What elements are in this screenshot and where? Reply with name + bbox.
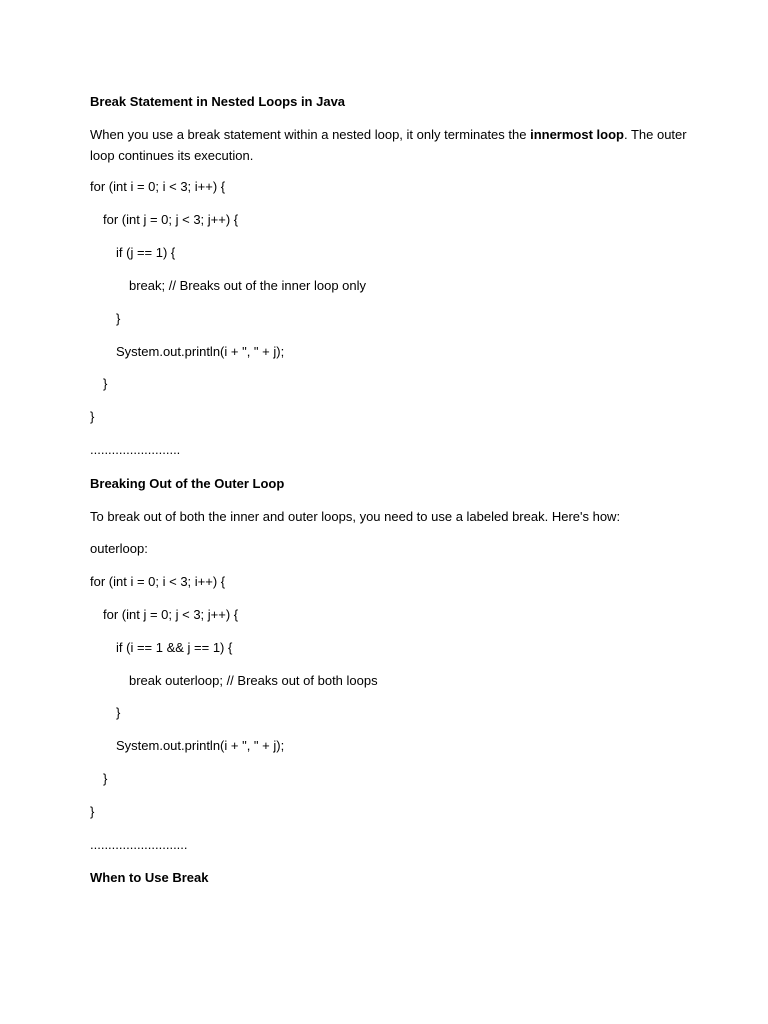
code-line: } — [103, 771, 108, 786]
code-line: for (int i = 0; i < 3; i++) { — [90, 179, 226, 194]
separator-dots: ......................... — [90, 442, 181, 457]
code-line: if (i == 1 && j == 1) { — [116, 640, 233, 655]
code-line: } — [116, 705, 121, 720]
code-line: for (int j = 0; j < 3; j++) { — [103, 212, 239, 227]
code-line: System.out.println(i + ", " + j); — [116, 344, 285, 359]
code-line: } — [116, 311, 121, 326]
code-line: } — [103, 376, 108, 391]
section-heading-when-to-use: When to Use Break — [90, 870, 209, 885]
section-heading-outer-loop: Breaking Out of the Outer Loop — [90, 476, 285, 491]
intro-text-before: When you use a break statement within a nested loop, it only terminates the — [90, 127, 531, 142]
code-label: outerloop: — [90, 541, 148, 556]
code-line: } — [90, 804, 95, 819]
code-line: System.out.println(i + ", " + j); — [116, 738, 285, 753]
code-line: break; // Breaks out of the inner loop only — [129, 278, 367, 293]
code-line: } — [90, 409, 95, 424]
separator-dots: ........................... — [90, 837, 188, 852]
code-line: for (int j = 0; j < 3; j++) { — [103, 607, 239, 622]
intro-paragraph — [90, 124, 690, 166]
section-heading-break-nested: Break Statement in Nested Loops in Java — [90, 94, 346, 109]
labeled-break-paragraph: To break out of both the inner and outer loops, you need to use a labeled break. Here's how: — [90, 509, 621, 524]
intro-text-after: . The outer loop continues its execution. — [90, 127, 687, 163]
code-line: if (j == 1) { — [116, 245, 176, 260]
intro-text-bold: innermost loop — [530, 127, 624, 142]
code-line: break outerloop; // Breaks out of both loops — [129, 673, 378, 688]
code-line: for (int i = 0; i < 3; i++) { — [90, 574, 226, 589]
